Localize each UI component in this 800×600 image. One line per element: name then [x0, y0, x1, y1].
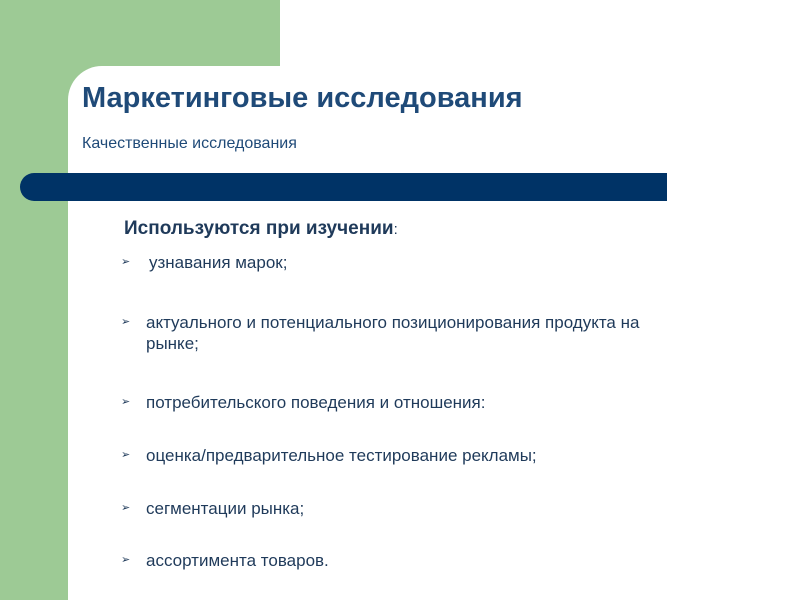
- slide-title: Маркетинговые исследования: [82, 82, 523, 114]
- lead-text-colon: :: [393, 221, 398, 238]
- list-item-text: ассортимента товаров.: [146, 551, 329, 570]
- arrow-bullet-icon: ➢: [121, 396, 131, 408]
- list-item-text: потребительского поведения и отношения:: [146, 393, 486, 412]
- list-item-text: актуального и потенциального позиционирования продукта на рынке;: [146, 313, 640, 353]
- lead-text: [124, 218, 398, 240]
- list-item: [121, 445, 681, 466]
- list-item-text: сегментации рынка;: [146, 499, 305, 518]
- arrow-bullet-icon: ➢: [121, 316, 131, 328]
- lead-text-label: Используются при изучении: [124, 218, 394, 239]
- arrow-bullet-icon: ➢: [121, 554, 131, 566]
- arrow-bullet-icon: ➢: [121, 256, 131, 268]
- list-item: [121, 392, 681, 413]
- arrow-bullet-icon: ➢: [121, 449, 131, 461]
- slide-subtitle: Качественные исследования: [82, 135, 297, 152]
- list-item: [121, 550, 681, 571]
- list-item: [121, 312, 681, 354]
- arrow-bullet-icon: ➢: [121, 502, 131, 514]
- title-divider-bar: [20, 173, 667, 201]
- list-item: [121, 498, 681, 519]
- list-item-text: узнавания марок;: [149, 253, 288, 272]
- list-item-text: оценка/предварительное тестирование рекламы;: [146, 446, 537, 465]
- list-item: [121, 252, 681, 273]
